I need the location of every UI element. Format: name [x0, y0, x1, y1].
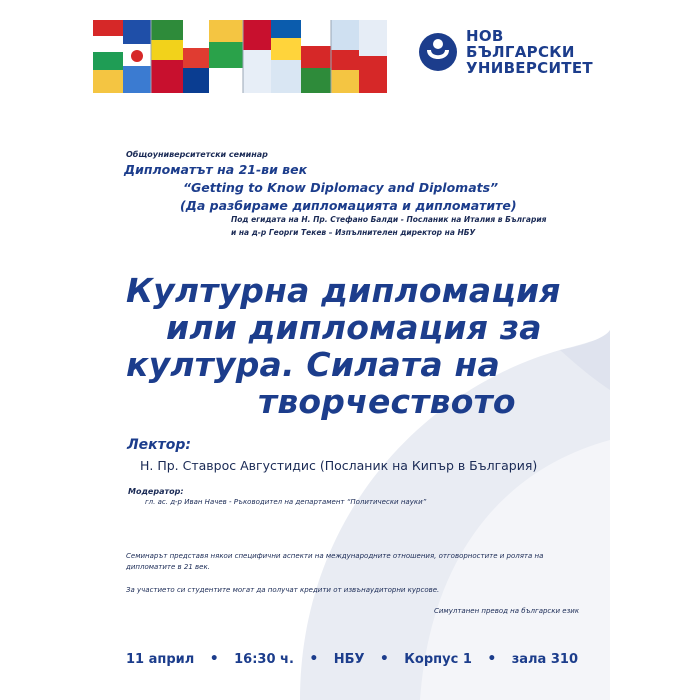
patronage-text	[231, 213, 546, 239]
seminar-english-title: “Getting to Know Diplomacy and Diplomats”	[183, 180, 499, 195]
event-details-footer	[126, 651, 578, 667]
moderator-name: гл. ас. д-р Иван Начев - Ръководител на департамент “Политически науки”	[145, 498, 427, 506]
event-building: Корпус 1	[404, 651, 472, 667]
separator-dot: •	[209, 651, 219, 667]
separator-dot: •	[309, 651, 319, 667]
lecture-title-line-4: творчеството	[258, 382, 516, 421]
logo-wordmark	[466, 28, 593, 76]
moderator-label: Модератор:	[128, 487, 184, 496]
event-place: НБУ	[333, 651, 365, 667]
lecture-title-line-2: или дипломация за	[166, 308, 542, 347]
lecture-title-line-1: Културна дипломация	[126, 271, 561, 310]
separator-dot: •	[379, 651, 389, 667]
nbu-emblem-icon	[418, 32, 458, 72]
patronage-line-1: Под егидата на Н. Пр. Стефано Балди - Посланик на Италия в България	[231, 215, 547, 224]
university-logo	[418, 28, 593, 76]
translation-note: Симултанен превод на български език	[434, 607, 580, 615]
lecturer-label: Лектор:	[127, 437, 191, 453]
description-line-2: дипломатите в 21 век.	[126, 563, 210, 571]
lecture-title-line-3: култура. Силата на	[126, 345, 500, 384]
logo-line-3: УНИВЕРСИТЕТ	[466, 59, 593, 77]
logo-line-2: БЪЛГАРСКИ	[466, 43, 575, 61]
separator-dot: •	[487, 651, 497, 667]
lecture-title	[126, 272, 561, 420]
flags-banner-image	[93, 20, 387, 93]
description-line-1: Семинарът представя някои специфични аспекти на международните отношения, отговорностите и ролята на	[126, 552, 544, 560]
event-room: зала 310	[511, 651, 578, 667]
seminar-label: Общоуниверситетски семинар	[126, 150, 268, 159]
credits-note: За участието си студентите могат да получат кредити от извънаудиторни курсове.	[126, 586, 440, 594]
lecturer-name: Н. Пр. Ставрос Августидис (Посланик на Кипър в България)	[140, 458, 538, 473]
seminar-series-title: Дипломатът на 21-ви век	[124, 162, 308, 177]
seminar-heading	[124, 150, 517, 213]
logo-line-1: НОВ	[466, 27, 504, 45]
event-date: 11 април	[126, 651, 195, 667]
patronage-line-2: и на д-р Георги Текев – Изпълнителен директор на НБУ	[231, 228, 476, 237]
seminar-bulgarian-subtitle: (Да разбираме дипломацията и дипломатите)	[180, 198, 517, 213]
event-time: 16:30 ч.	[234, 651, 294, 667]
seminar-description	[126, 551, 543, 573]
